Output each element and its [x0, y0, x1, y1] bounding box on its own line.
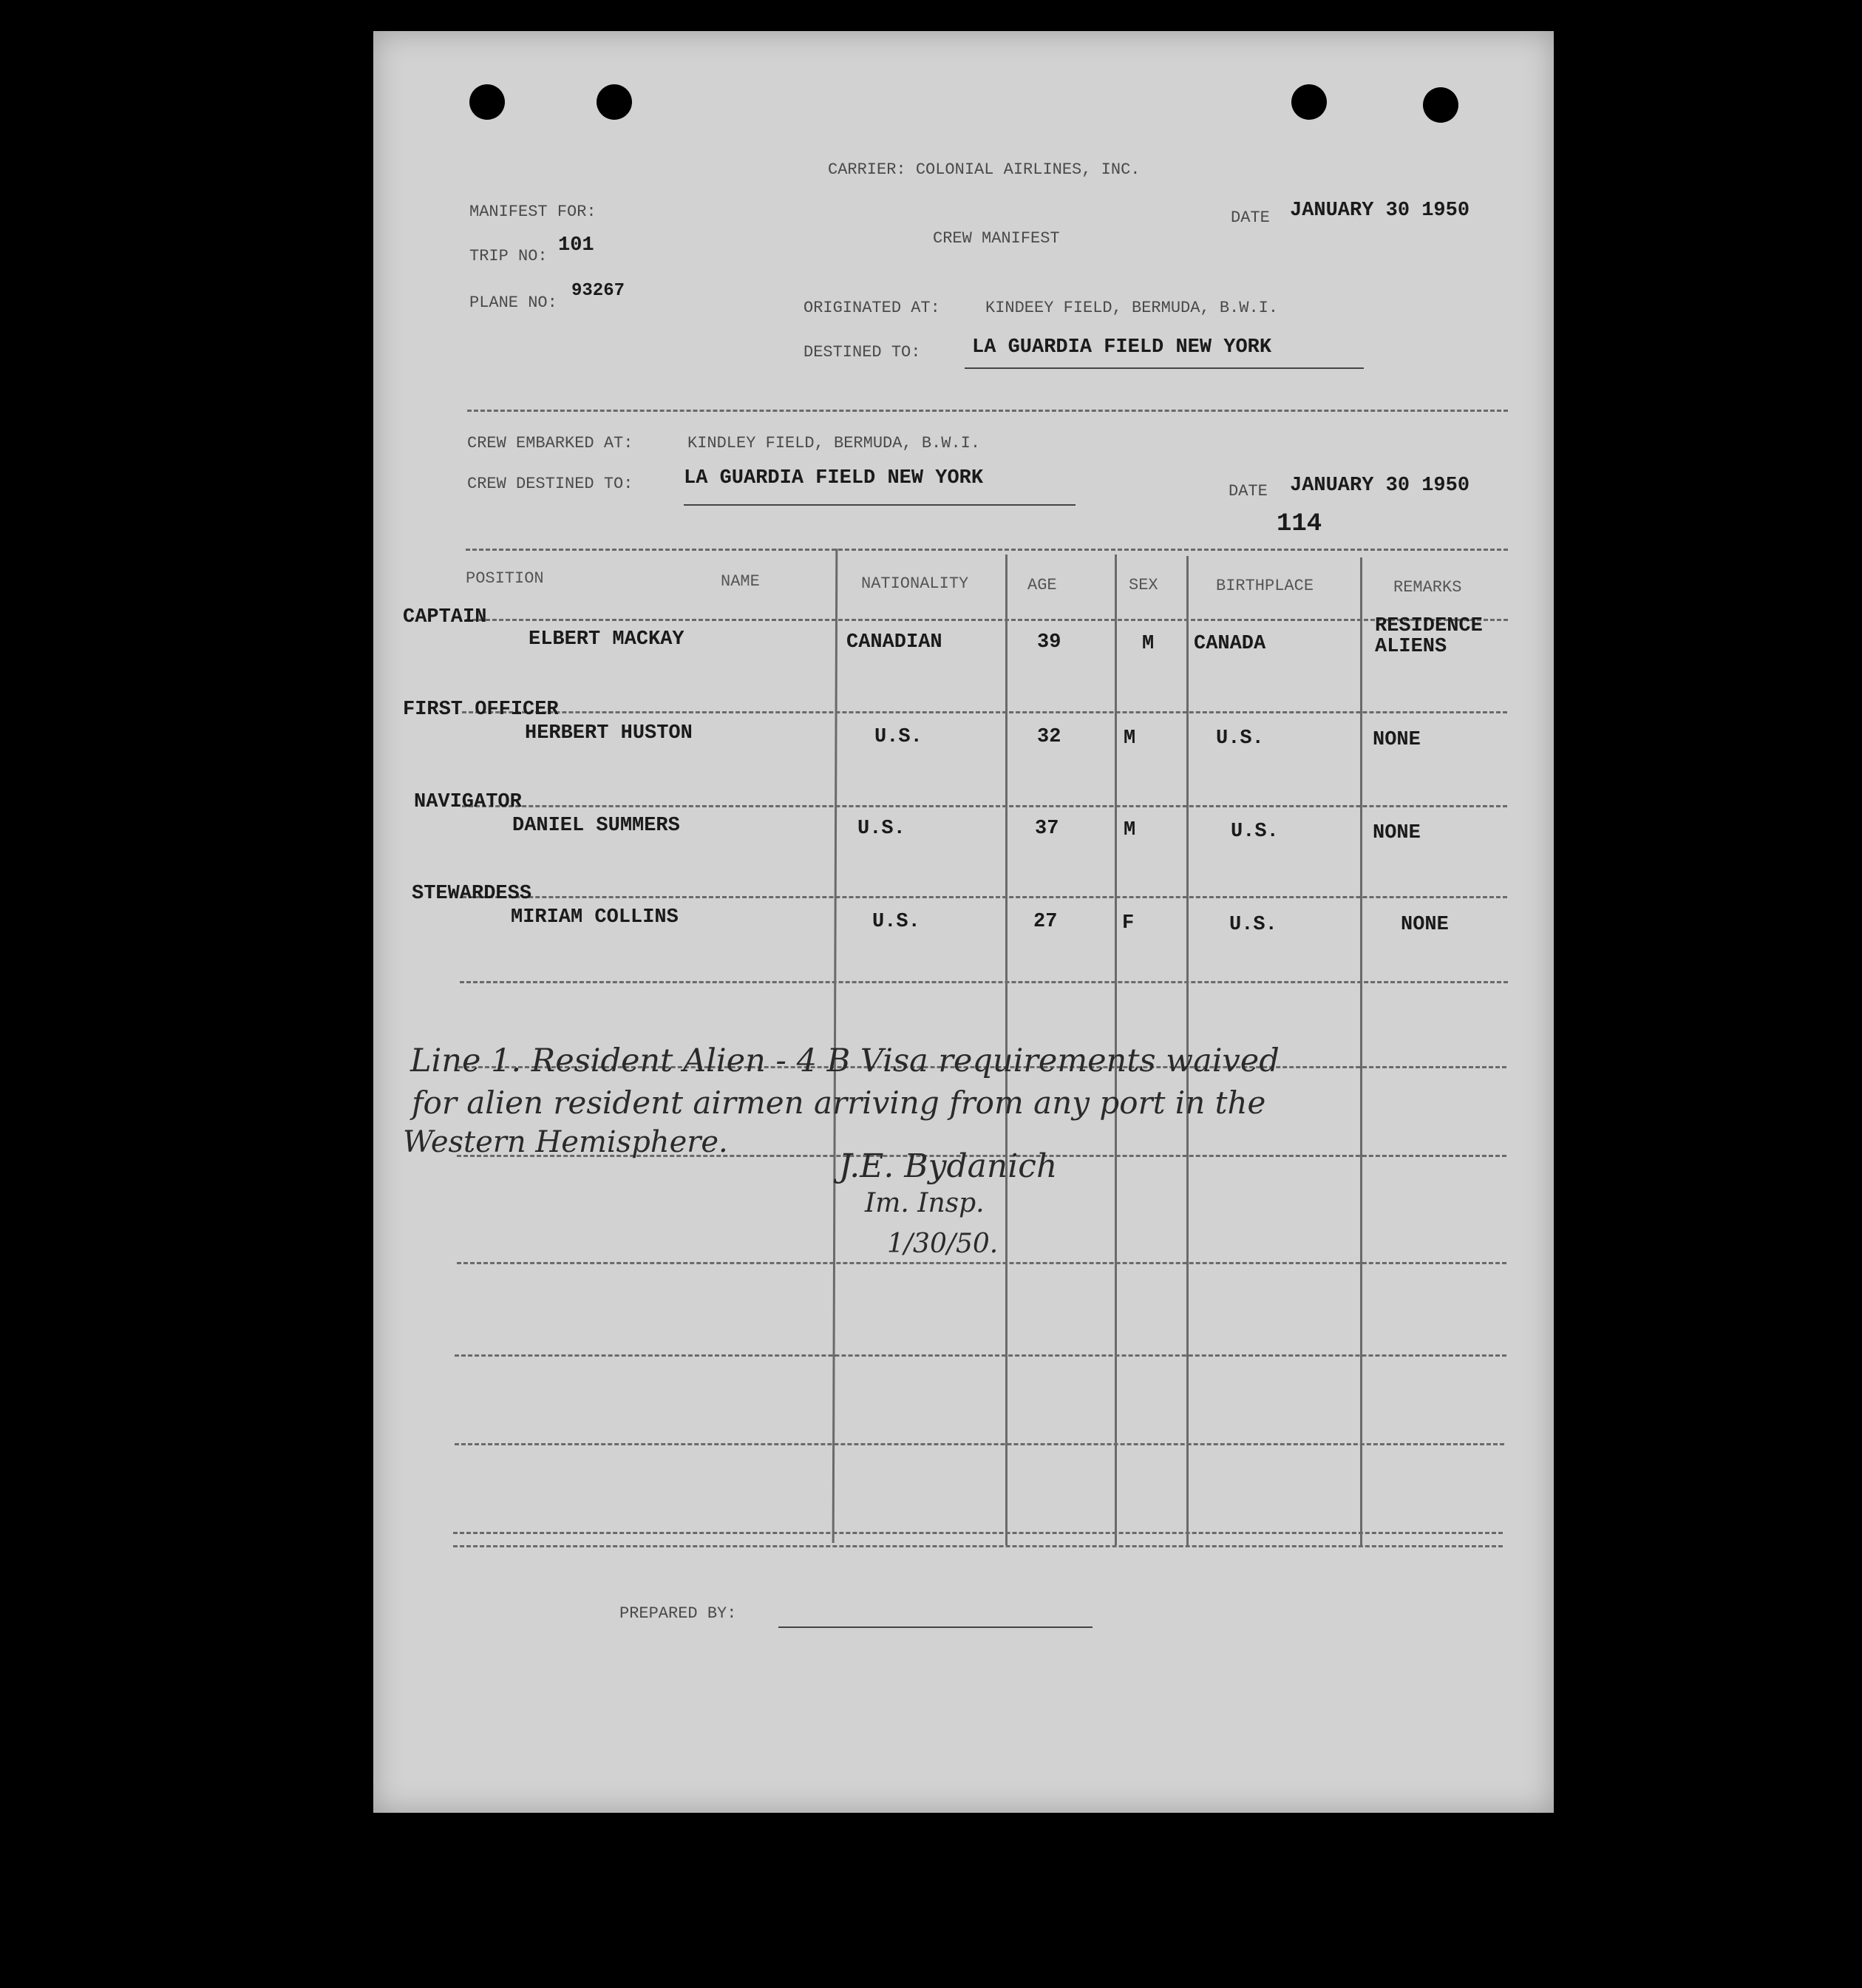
- row-line: [462, 711, 1507, 713]
- header-position: POSITION: [466, 569, 544, 588]
- crew-date-label: DATE: [1229, 482, 1268, 501]
- row2-age: 32: [1037, 726, 1061, 748]
- destined-label: DESTINED TO:: [803, 343, 921, 362]
- punch-hole: [597, 84, 632, 120]
- row-line: [453, 1532, 1503, 1534]
- row-line: [455, 1443, 1504, 1445]
- row4-nationality: U.S.: [872, 911, 920, 933]
- row4-remarks: NONE: [1401, 914, 1449, 936]
- row3-remarks: NONE: [1373, 822, 1421, 844]
- row1-position: CAPTAIN: [403, 606, 487, 628]
- row2-birthplace: U.S.: [1216, 727, 1264, 750]
- divider: [467, 410, 1508, 412]
- page-number: 114: [1277, 510, 1322, 538]
- row3-position: NAVIGATOR: [414, 791, 522, 813]
- document-title: CREW MANIFEST: [933, 229, 1060, 248]
- row3-birthplace: U.S.: [1231, 821, 1279, 843]
- row4-birthplace: U.S.: [1229, 914, 1277, 936]
- date-value: JANUARY 30 1950: [1290, 200, 1470, 222]
- crew-date-value: JANUARY 30 1950: [1290, 475, 1470, 497]
- row1-birthplace: CANADA: [1194, 633, 1266, 655]
- handwritten-note-line3: Western Hemisphere.: [403, 1125, 728, 1159]
- inspector-signature: J.E. Bydanich: [839, 1147, 1058, 1185]
- manifest-page: [373, 31, 1554, 1813]
- plane-no-label: PLANE NO:: [469, 294, 557, 312]
- header-age: AGE: [1027, 576, 1057, 594]
- row4-sex: F: [1122, 912, 1135, 934]
- header-nationality: NATIONALITY: [861, 574, 969, 593]
- column-line: [1360, 557, 1362, 1545]
- row1-name: ELBERT MACKAY: [529, 628, 684, 651]
- row3-name: DANIEL SUMMERS: [512, 815, 680, 837]
- punch-hole: [469, 84, 505, 120]
- originated-value: KINDEEY FIELD, BERMUDA, B.W.I.: [985, 299, 1279, 317]
- punch-hole: [1423, 87, 1458, 123]
- row3-nationality: U.S.: [857, 818, 905, 840]
- date-label: DATE: [1231, 208, 1270, 227]
- row4-name: MIRIAM COLLINS: [511, 906, 679, 929]
- row-line: [455, 1354, 1506, 1357]
- row-line: [457, 1262, 1506, 1264]
- prepared-by-line: [778, 1626, 1093, 1628]
- row-line: [462, 805, 1507, 807]
- prepared-by-label: PREPARED BY:: [619, 1604, 737, 1623]
- table-top-line: [466, 549, 1508, 551]
- row2-remarks: NONE: [1373, 729, 1421, 751]
- manifest-for-label: MANIFEST FOR:: [469, 203, 597, 221]
- row-line: [460, 981, 1508, 983]
- crew-destined-label: CREW DESTINED TO:: [467, 475, 633, 493]
- originated-label: ORIGINATED AT:: [803, 299, 940, 317]
- table-header-line: [466, 619, 1508, 621]
- carrier-line: CARRIER: COLONIAL AIRLINES, INC.: [828, 160, 1141, 179]
- header-remarks: REMARKS: [1393, 578, 1462, 597]
- plane-no: 93267: [571, 281, 625, 301]
- header-name: NAME: [721, 572, 760, 591]
- row3-age: 37: [1035, 818, 1059, 840]
- destined-value: LA GUARDIA FIELD NEW YORK: [972, 336, 1272, 359]
- handwritten-note-line1: Line 1. Resident Alien - 4 B Visa requirements waived: [410, 1042, 1280, 1079]
- row-line: [462, 896, 1507, 898]
- row3-sex: M: [1124, 819, 1136, 841]
- trip-no: 101: [558, 234, 594, 257]
- row2-name: HERBERT HUSTON: [525, 722, 693, 744]
- crew-embarked-label: CREW EMBARKED AT:: [467, 434, 633, 452]
- table-bottom-line: [453, 1545, 1503, 1547]
- row2-nationality: U.S.: [874, 726, 922, 748]
- crew-destined-value: LA GUARDIA FIELD NEW YORK: [684, 467, 984, 489]
- row2-position: FIRST OFFICER: [403, 699, 559, 721]
- punch-hole: [1291, 84, 1327, 120]
- inspection-date: 1/30/50.: [887, 1229, 999, 1259]
- row1-age: 39: [1037, 631, 1061, 654]
- trip-no-label: TRIP NO:: [469, 247, 548, 265]
- handwritten-note-line2: for alien resident airmen arriving from any port in the: [412, 1085, 1266, 1121]
- row1-sex: M: [1142, 633, 1155, 655]
- crew-destined-underline: [684, 504, 1076, 506]
- destined-underline: [965, 367, 1364, 369]
- header-birthplace: BIRTHPLACE: [1216, 577, 1314, 595]
- header-sex: SEX: [1129, 576, 1158, 594]
- crew-embarked-value: KINDLEY FIELD, BERMUDA, B.W.I.: [687, 434, 981, 452]
- row4-age: 27: [1033, 911, 1058, 933]
- inspector-title: Im. Insp.: [865, 1188, 985, 1218]
- row4-position: STEWARDESS: [412, 883, 532, 905]
- row1-remarks-line2: ALIENS: [1375, 636, 1447, 658]
- row1-remarks: RESIDENCE: [1375, 615, 1483, 637]
- row1-nationality: CANADIAN: [846, 631, 942, 654]
- row2-sex: M: [1124, 727, 1136, 750]
